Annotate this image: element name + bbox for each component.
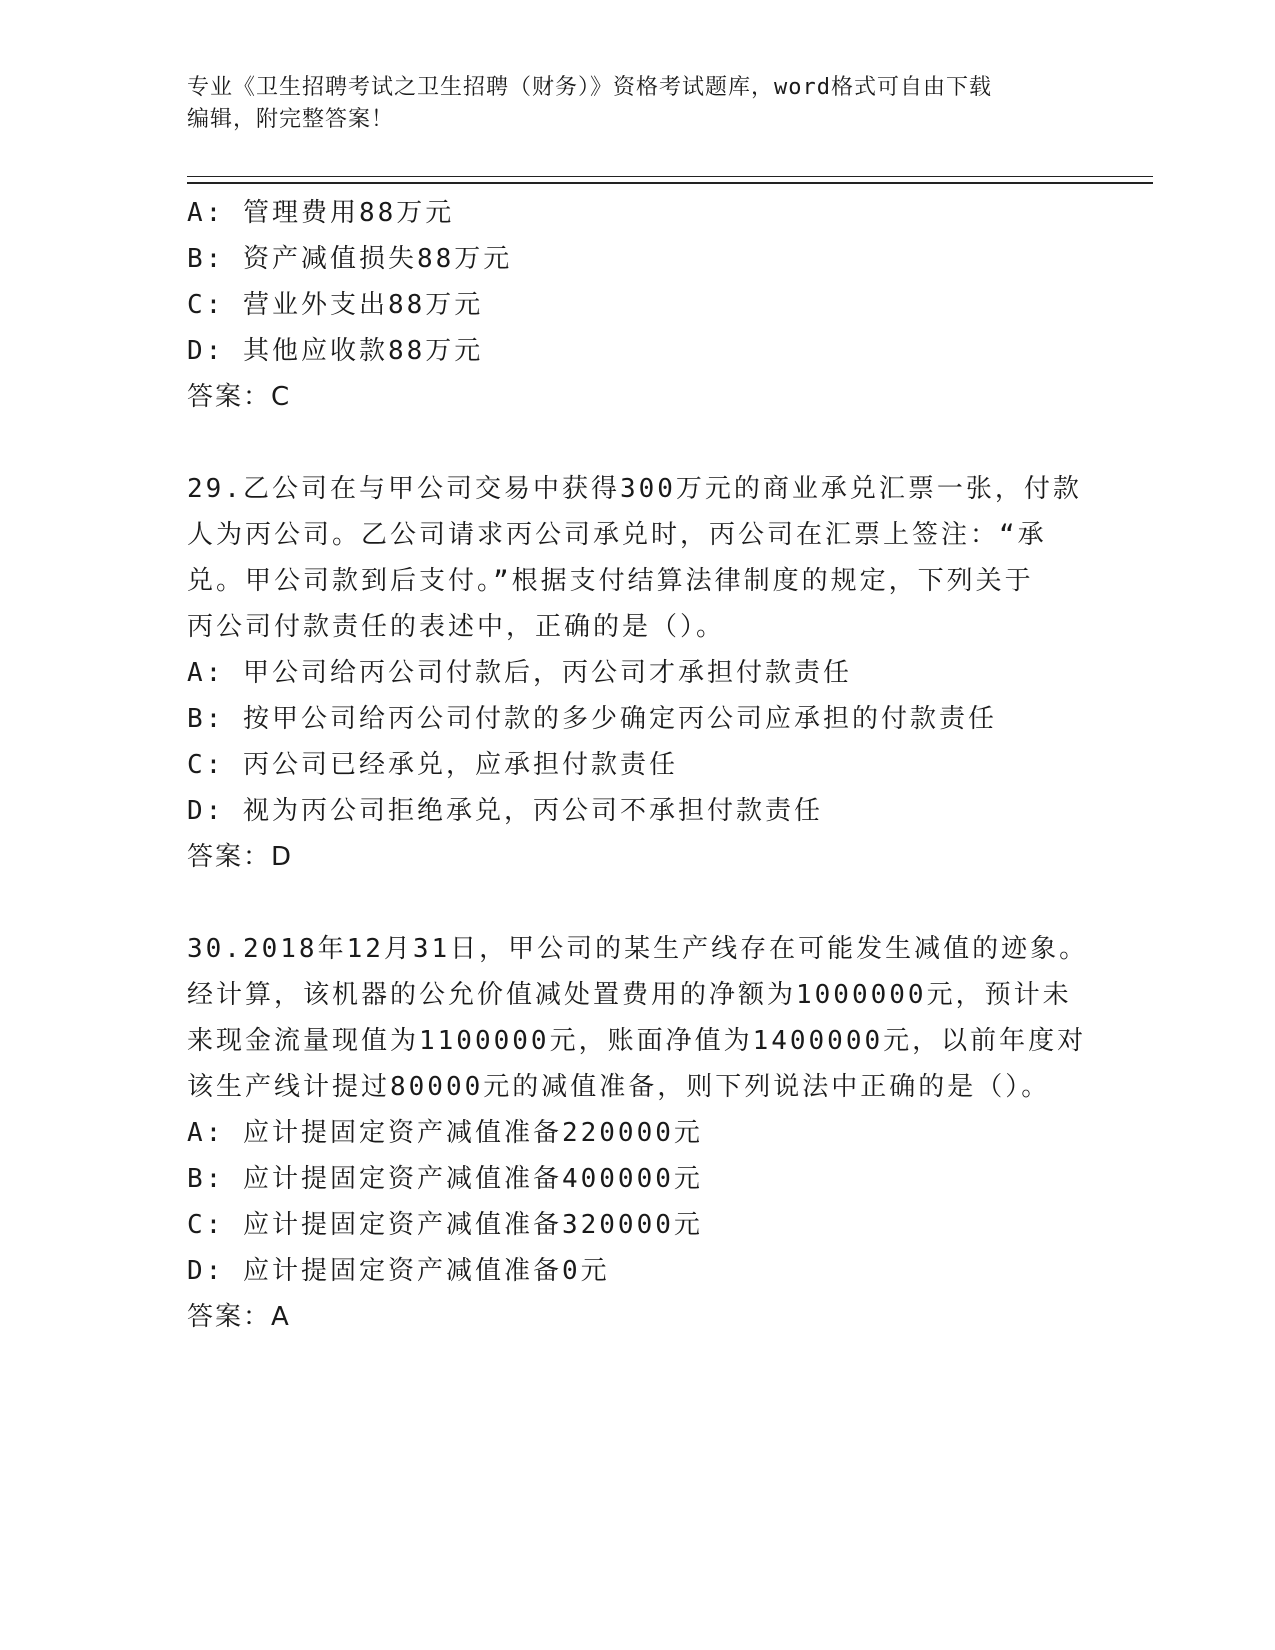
answer: 答案：D	[187, 842, 294, 872]
option-a: A: 管理费用88万元	[187, 198, 455, 228]
header-title-line-1: 专业《卫生招聘考试之卫生招聘（财务）》资格考试题库，word格式可自由下载	[187, 75, 992, 100]
option-a: A: 甲公司给丙公司付款后，丙公司才承担付款责任	[187, 658, 852, 688]
header-rule-thick	[187, 182, 1153, 184]
option-b: B: 按甲公司给丙公司付款的多少确定丙公司应承担的付款责任	[187, 704, 997, 734]
question-stem-line: 该生产线计提过80000元的减值准备，则下列说法中正确的是（）。	[187, 1072, 1051, 1102]
question-30	[187, 926, 1097, 1340]
answer: 答案：C	[187, 382, 292, 412]
question-list	[187, 190, 1097, 1340]
question-stem-line: 29.乙公司在与甲公司交易中获得300万元的商业承兑汇票一张，付款	[187, 474, 1082, 504]
option-d: D: 应计提固定资产减值准备0元	[187, 1256, 610, 1286]
spacer	[187, 420, 1097, 466]
question-stem-line: 丙公司付款责任的表述中，正确的是（）。	[187, 612, 726, 642]
question-stem-line: 30.2018年12月31日，甲公司的某生产线存在可能发生减值的迹象。	[187, 934, 1089, 964]
spacer	[187, 880, 1097, 926]
question-stem-line: 来现金流量现值为1100000元，账面净值为1400000元，以前年度对	[187, 1026, 1087, 1056]
option-b: B: 应计提固定资产减值准备400000元	[187, 1164, 703, 1194]
header-title-line-2: 编辑，附完整答案！	[187, 107, 395, 132]
option-c: C: 应计提固定资产减值准备320000元	[187, 1210, 703, 1240]
option-b: B: 资产减值损失88万元	[187, 244, 513, 274]
option-c: C: 营业外支出88万元	[187, 290, 484, 320]
question-stem-line: 兑。甲公司款到后支付。”根据支付结算法律制度的规定，下列关于	[187, 566, 1034, 596]
question-stem-line: 经计算，该机器的公允价值减处置费用的净额为1000000元，预计未	[187, 980, 1072, 1010]
question-28	[187, 190, 1097, 420]
document-header	[187, 72, 1087, 136]
question-29	[187, 466, 1097, 880]
option-d: D: 其他应收款88万元	[187, 336, 484, 366]
question-stem-line: 人为丙公司。乙公司请求丙公司承兑时，丙公司在汇票上签注：“承	[187, 520, 1047, 550]
answer: 答案：A	[187, 1302, 291, 1332]
option-a: A: 应计提固定资产减值准备220000元	[187, 1118, 703, 1148]
option-c: C: 丙公司已经承兑，应承担付款责任	[187, 750, 678, 780]
header-rule-thin	[187, 176, 1153, 177]
option-d: D: 视为丙公司拒绝承兑，丙公司不承担付款责任	[187, 796, 823, 826]
